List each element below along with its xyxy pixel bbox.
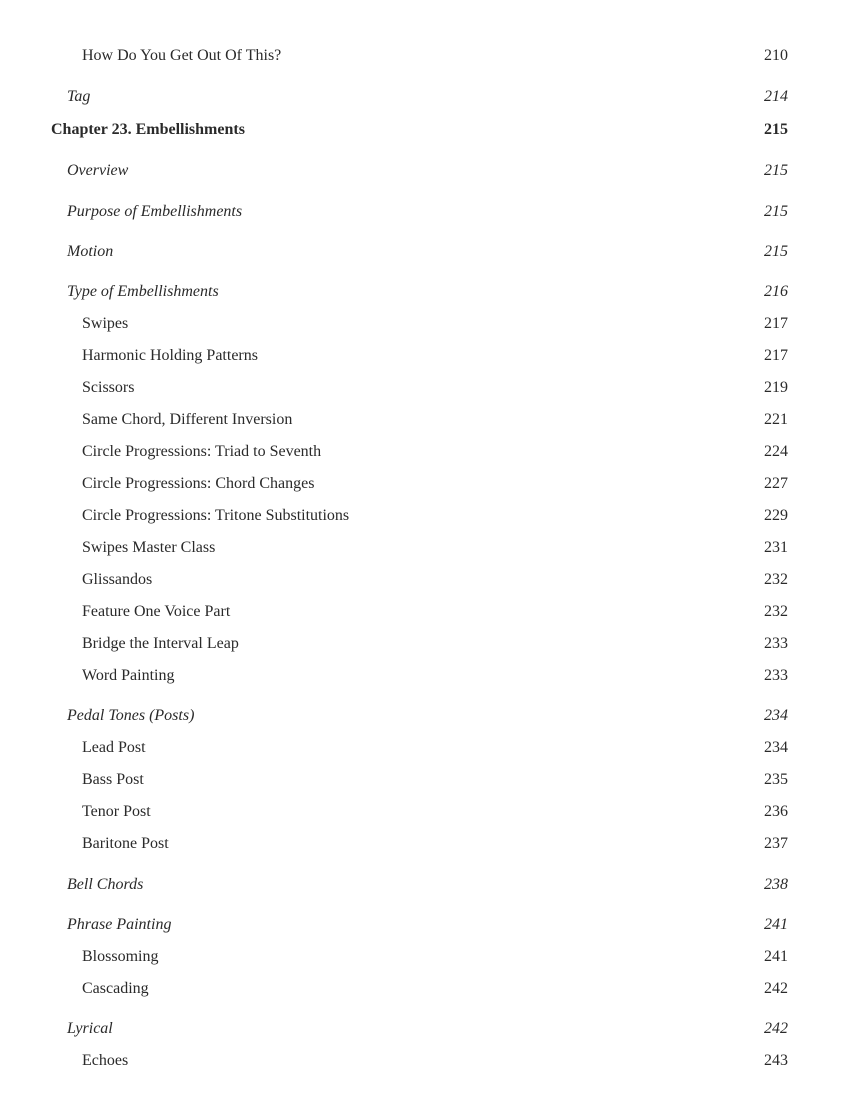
- toc-entry-page-number: 243: [764, 1052, 788, 1069]
- toc-entry-page-number: 224: [764, 443, 788, 460]
- toc-entry-title: Harmonic Holding Patterns: [82, 347, 258, 364]
- toc-entry[interactable]: [0, 872, 864, 898]
- toc-entry[interactable]: [0, 703, 864, 729]
- toc-entry[interactable]: [0, 158, 864, 184]
- toc-entry-page-number: 241: [764, 948, 788, 965]
- toc-entry-title: Circle Progressions: Chord Changes: [82, 475, 315, 492]
- toc-entry-page-number: 215: [764, 121, 788, 138]
- toc-entry-page-number: 214: [764, 88, 788, 105]
- toc-entry-title: Purpose of Embellishments: [67, 203, 243, 220]
- toc-entry-title: Motion: [67, 243, 114, 260]
- toc-entry-title: Bridge the Interval Leap: [82, 635, 239, 652]
- toc-entry[interactable]: [0, 407, 864, 433]
- toc-entry-title: Bell Chords: [67, 876, 144, 893]
- toc-entry-title: Feature One Voice Part: [82, 603, 231, 620]
- toc-entry-title: Circle Progressions: Tritone Substitutions: [82, 507, 350, 524]
- toc-entry[interactable]: [0, 279, 864, 305]
- toc-chapter-entry[interactable]: [0, 117, 864, 143]
- toc-entry-page-number: 219: [764, 379, 788, 396]
- toc-entry-page-number: 234: [764, 707, 788, 724]
- toc-entry[interactable]: [0, 535, 864, 561]
- toc-entry[interactable]: [0, 199, 864, 225]
- toc-entry-title: Phrase Painting: [67, 916, 172, 933]
- toc-entry-page-number: 210: [764, 47, 788, 64]
- toc-entry-page-number: 229: [764, 507, 788, 524]
- toc-entry-title: Cascading: [82, 980, 149, 997]
- toc-entry[interactable]: [0, 343, 864, 369]
- toc-entry-page-number: 237: [764, 835, 788, 852]
- toc-entry[interactable]: [0, 735, 864, 761]
- toc-entry-title: How Do You Get Out Of This?: [82, 47, 282, 64]
- toc-entry-title: Blossoming: [82, 948, 159, 965]
- toc-entry-title: Circle Progressions: Triad to Seventh: [82, 443, 322, 460]
- toc-entry[interactable]: [0, 239, 864, 265]
- toc-entry[interactable]: [0, 944, 864, 970]
- toc-entry-title: Baritone Post: [82, 835, 169, 852]
- toc-entry-page-number: 241: [764, 916, 788, 933]
- toc-entry-title: Echoes: [82, 1052, 129, 1069]
- toc-entry-page-number: 227: [764, 475, 788, 492]
- toc-entry[interactable]: [0, 311, 864, 337]
- toc-entry[interactable]: [0, 471, 864, 497]
- toc-entry[interactable]: [0, 631, 864, 657]
- toc-entry-page-number: 236: [764, 803, 788, 820]
- toc-entry-page-number: 217: [764, 347, 788, 364]
- toc-entry-page-number: 242: [764, 1020, 788, 1037]
- toc-entry-title: Bass Post: [82, 771, 144, 788]
- toc-entry-page-number: 235: [764, 771, 788, 788]
- toc-entry-page-number: 215: [764, 243, 788, 260]
- toc-entry[interactable]: [0, 831, 864, 857]
- toc-entry-title: Tenor Post: [82, 803, 151, 820]
- toc-entry-page-number: 217: [764, 315, 788, 332]
- toc-entry[interactable]: [0, 375, 864, 401]
- toc-entry-page-number: 215: [764, 203, 788, 220]
- toc-entry-page-number: 234: [764, 739, 788, 756]
- toc-entry[interactable]: [0, 599, 864, 625]
- toc-entry-page-number: 231: [764, 539, 788, 556]
- toc-entry-page-number: 233: [764, 635, 788, 652]
- toc-entry-page-number: 221: [764, 411, 788, 428]
- toc-entry[interactable]: [0, 84, 864, 110]
- toc-entry-page-number: 232: [764, 603, 788, 620]
- toc-entry-title: Chapter 23. Embellishments: [51, 121, 245, 138]
- toc-entry-page-number: 233: [764, 667, 788, 684]
- toc-entry[interactable]: [0, 767, 864, 793]
- toc-entry-title: Overview: [67, 162, 129, 179]
- toc-entry-title: Swipes Master Class: [82, 539, 216, 556]
- toc-entry[interactable]: [0, 663, 864, 689]
- toc-entry[interactable]: [0, 43, 864, 69]
- toc-entry-page-number: 232: [764, 571, 788, 588]
- toc-entry-title: Swipes: [82, 315, 129, 332]
- toc-entry[interactable]: [0, 799, 864, 825]
- toc-entry-title: Word Painting: [82, 667, 175, 684]
- toc-entry[interactable]: [0, 567, 864, 593]
- toc-entry-page-number: 215: [764, 162, 788, 179]
- toc-entry[interactable]: [0, 1016, 864, 1042]
- toc-entry[interactable]: [0, 912, 864, 938]
- toc-entry-title: Scissors: [82, 379, 135, 396]
- toc-entry[interactable]: [0, 976, 864, 1002]
- toc-entry-title: Lyrical: [67, 1020, 113, 1037]
- toc-entry[interactable]: [0, 439, 864, 465]
- toc-entry[interactable]: [0, 503, 864, 529]
- toc-entry-page-number: 242: [764, 980, 788, 997]
- toc-entry[interactable]: [0, 1048, 864, 1074]
- toc-entry-title: Same Chord, Different Inversion: [82, 411, 293, 428]
- toc-entry-title: Pedal Tones (Posts): [67, 707, 195, 724]
- toc-entry-title: Lead Post: [82, 739, 146, 756]
- toc-entry-title: Type of Embellishments: [67, 283, 219, 300]
- toc-entry-title: Glissandos: [82, 571, 153, 588]
- toc-entry-page-number: 216: [764, 283, 788, 300]
- toc-entry-title: Tag: [67, 88, 91, 105]
- toc-entry-page-number: 238: [764, 876, 788, 893]
